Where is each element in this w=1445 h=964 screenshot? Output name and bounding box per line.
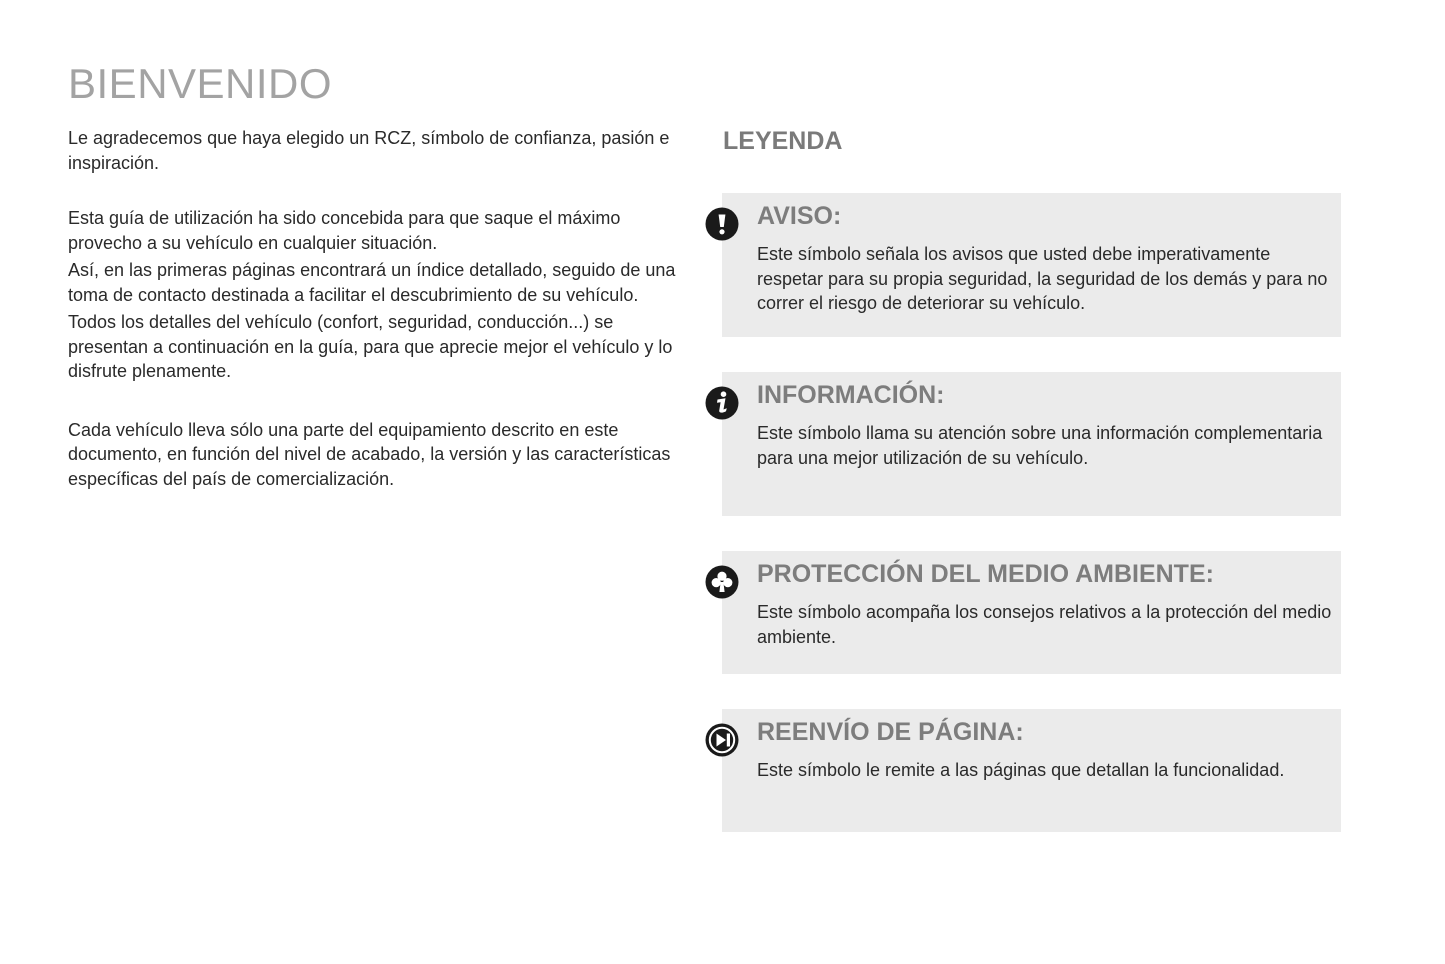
- intro-paragraph: Esta guía de utilización ha sido concebida para que saque el máximo provecho a su vehículo en cualquier situación.: [68, 208, 621, 253]
- intro-text: [68, 126, 692, 491]
- legend-item-warning: [722, 193, 1341, 337]
- legend-item-environment: [722, 551, 1341, 674]
- exclamation-icon: [705, 207, 739, 241]
- legend-item-text: Este símbolo acompaña los consejos relativos a la protección del medio ambiente.: [757, 602, 1332, 647]
- clover-icon: [705, 565, 739, 599]
- legend-item-text: Este símbolo llama su atención sobre una información complementaria para una mejor utilización de su vehículo.: [757, 423, 1323, 468]
- legend-item-page-reference: [722, 709, 1341, 832]
- legend-item-information: [722, 372, 1341, 516]
- legend-item-title: AVISO:: [757, 202, 842, 230]
- page-title: BIENVENIDO: [68, 60, 333, 107]
- intro-paragraph: Todos los detalles del vehículo (confort, seguridad, conducción...) se presentan a continuación en la guía, para que aprecie mejor el vehículo y lo disfrute plenamente.: [68, 312, 673, 381]
- legend-item-title: REENVÍO DE PÁGINA:: [757, 718, 1024, 746]
- intro-paragraph: Le agradecemos que haya elegido un RCZ, símbolo de confianza, pasión e inspiración.: [68, 128, 670, 173]
- legend-item-title: INFORMACIÓN:: [757, 381, 945, 409]
- legend-item-text: Este símbolo señala los avisos que usted debe imperativamente respetar para su propia seguridad, la seguridad de los demás y para no correr el riesgo de deteriorar su vehículo.: [757, 244, 1328, 313]
- info-icon: [705, 386, 739, 420]
- page-reference-icon: [705, 723, 739, 757]
- legend-item-title: PROTECCIÓN DEL MEDIO AMBIENTE:: [757, 560, 1214, 588]
- intro-paragraph: Cada vehículo lleva sólo una parte del equipamiento descrito en este documento, en función del nivel de acabado, la versión y las características específicas del país de comercialización.: [68, 419, 671, 489]
- intro-paragraph: Así, en las primeras páginas encontrará un índice detallado, seguido de una toma de contacto destinada a facilitar el descubrimiento de su vehículo.: [68, 260, 676, 305]
- legend-heading: LEYENDA: [723, 127, 843, 155]
- legend-item-text: Este símbolo le remite a las páginas que detallan la funcionalidad.: [757, 760, 1285, 780]
